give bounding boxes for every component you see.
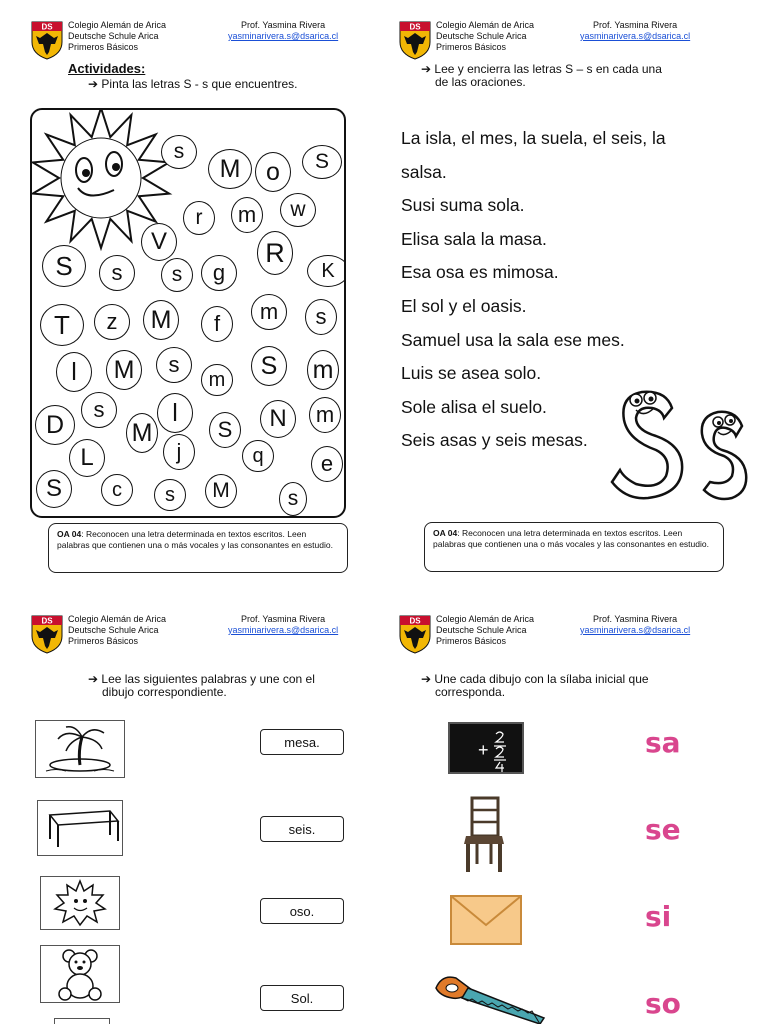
arrow-right-icon: ➔ <box>88 77 99 91</box>
school-info: Colegio Alemán de Arica Deutsche Schule Arica Primeros Básicos <box>436 614 535 646</box>
island-palm-icon <box>36 721 124 777</box>
letter-circle[interactable]: m <box>309 397 341 433</box>
letter-circle[interactable]: e <box>311 446 343 482</box>
sentence-line: Seis asas y seis mesas. <box>401 430 588 451</box>
letter-circle[interactable]: T <box>40 304 84 346</box>
letter-circle[interactable]: S <box>302 145 342 179</box>
school-logo-icon <box>30 20 64 60</box>
syllable-4[interactable]: so <box>645 987 681 1020</box>
logo-text: DS <box>41 616 53 626</box>
word-box-2[interactable]: seis. <box>260 816 344 842</box>
sentence-line: salsa. <box>401 161 447 182</box>
sentence-line: Samuel usa la sala ese mes. <box>401 329 625 350</box>
sentence-line: Esa osa es mimosa. <box>401 262 559 283</box>
letter-circle[interactable]: f <box>201 306 233 342</box>
syllable-1[interactable]: sa <box>645 726 681 759</box>
letter-circle[interactable]: V <box>141 223 177 261</box>
header-panel1 <box>30 20 350 62</box>
letter-circle[interactable]: l <box>157 393 193 433</box>
letter-circle[interactable]: s <box>81 392 117 428</box>
letter-circle[interactable]: w <box>280 193 316 227</box>
panel2-instruction: ➔ Lee y encierra las letras S – s en cada una de las oraciones. <box>421 62 662 89</box>
school-info: Colegio Alemán de Arica Deutsche Schule Arica Primeros Básicos <box>68 20 167 52</box>
letter-circle[interactable]: M <box>106 350 142 390</box>
arrow-right-icon: ➔ <box>421 62 432 76</box>
word-box-4[interactable]: Sol. <box>260 985 344 1011</box>
logo-text: DS <box>41 22 53 32</box>
school-info: Colegio Alemán de Arica Deutsche Schule Arica Primeros Básicos <box>68 614 167 646</box>
letter-s-mascot-icon <box>606 378 748 502</box>
header-panel3 <box>30 614 350 656</box>
letter-circle[interactable]: s <box>305 299 337 335</box>
email-link[interactable]: yasminarivera.s@dsarica.cl <box>580 625 691 635</box>
chair-icon[interactable] <box>462 796 506 874</box>
letter-circle[interactable]: M <box>205 474 237 508</box>
sentence-line: Elisa sala la masa. <box>401 228 547 249</box>
email-link[interactable]: yasminarivera.s@dsarica.cl <box>580 31 691 41</box>
teacher-info: Prof. Yasmina Rivera yasminarivera.s@dsarica.cl <box>228 20 339 41</box>
letter-circle[interactable]: s <box>279 482 307 516</box>
letter-circle[interactable]: s <box>99 255 135 291</box>
letter-circle[interactable]: m <box>251 294 287 330</box>
teacher-info: Prof. Yasmina Rivera yasminarivera.s@dsarica.cl <box>228 614 339 635</box>
letter-circle[interactable]: o <box>255 152 291 192</box>
letter-circle[interactable]: s <box>156 347 192 383</box>
picture-island[interactable] <box>35 720 125 778</box>
chalkboard-icon[interactable] <box>448 722 524 774</box>
letter-circle[interactable]: M <box>208 149 252 189</box>
letter-circle[interactable]: M <box>143 300 179 340</box>
sentence-line: Susi suma sola. <box>401 195 525 216</box>
letter-circle[interactable]: s <box>161 135 197 169</box>
letter-circle[interactable]: S <box>209 412 241 448</box>
syllable-2[interactable]: se <box>645 813 681 846</box>
logo-text: DS <box>409 22 421 32</box>
letter-circle[interactable]: m <box>231 197 263 233</box>
picture-partial <box>54 1018 110 1024</box>
letter-circle[interactable]: z <box>94 304 130 340</box>
oa-box-panel1: OA 04: Reconocen una letra determinada en textos escritos. Leen palabras que contienen una o más vocales y las consonantes en estudio. <box>48 523 348 573</box>
sentence-line: Sole alisa el suelo. <box>401 396 547 417</box>
svg-text:+: + <box>478 740 489 760</box>
saw-icon[interactable] <box>432 968 546 1024</box>
oa-box-panel2: OA 04: Reconocen una letra determinada en textos escritos. Leen palabras que contienen una o más vocales y las consonantes en estudio. <box>424 522 724 572</box>
sun-icon <box>41 877 119 929</box>
sentence-line: Luis se asea solo. <box>401 363 542 384</box>
teacher-info: Prof. Yasmina Rivera yasminarivera.s@dsarica.cl <box>580 614 691 635</box>
panel1-instruction: ➔ Pinta las letras S - s que encuentres. <box>88 77 298 91</box>
panel4-instruction: ➔ Une cada dibujo con la sílaba inicial que corresponda. <box>421 672 649 699</box>
letter-circle[interactable]: m <box>201 364 233 396</box>
letter-circle[interactable]: j <box>163 434 195 470</box>
word-box-1[interactable]: mesa. <box>260 729 344 755</box>
header-panel2 <box>398 20 718 62</box>
syllable-3[interactable]: si <box>645 900 672 933</box>
letter-circle[interactable]: S <box>36 470 72 508</box>
email-link[interactable]: yasminarivera.s@dsarica.cl <box>228 31 339 41</box>
letter-circle[interactable]: c <box>101 474 133 506</box>
letter-circle[interactable]: s <box>154 479 186 511</box>
panel3-instruction: ➔ Lee las siguientes palabras y une con el dibujo correspondiente. <box>88 672 315 699</box>
letter-circle[interactable]: m <box>307 350 339 390</box>
logo-text: DS <box>409 616 421 626</box>
arrow-right-icon: ➔ <box>88 672 99 686</box>
school-logo-icon <box>398 614 432 654</box>
activities-heading: Actividades: <box>68 61 146 76</box>
word-box-3[interactable]: oso. <box>260 898 344 924</box>
letter-circle[interactable]: S <box>42 245 86 287</box>
letter-circle[interactable]: q <box>242 440 274 472</box>
letter-circle[interactable]: r <box>183 201 215 235</box>
letter-circles-panel <box>30 108 346 518</box>
teddy-bear-icon <box>41 946 119 1002</box>
arrow-right-icon: ➔ <box>421 672 432 686</box>
letter-circle[interactable]: D <box>35 405 75 445</box>
email-link[interactable]: yasminarivera.s@dsarica.cl <box>228 625 339 635</box>
letter-circle[interactable]: l <box>56 352 92 392</box>
school-info: Colegio Alemán de Arica Deutsche Schule Arica Primeros Básicos <box>436 20 535 52</box>
picture-sun[interactable] <box>40 876 120 930</box>
school-logo-icon <box>398 20 432 60</box>
picture-teddy-bear[interactable] <box>40 945 120 1003</box>
letter-circle[interactable]: M <box>126 413 158 453</box>
header-panel4 <box>398 614 718 656</box>
letter-circle[interactable]: R <box>257 231 293 275</box>
letter-circle[interactable]: g <box>201 255 237 291</box>
sentence-line: La isla, el mes, la suela, el seis, la <box>401 128 666 148</box>
envelope-icon[interactable] <box>450 895 522 945</box>
picture-table[interactable] <box>37 800 123 856</box>
table-icon <box>38 801 122 855</box>
school-logo-icon <box>30 614 64 654</box>
letter-circle[interactable]: S <box>251 346 287 386</box>
letter-circle[interactable]: L <box>69 439 105 477</box>
sentence-line: El sol y el oasis. <box>401 295 527 316</box>
letter-circle[interactable]: K <box>307 255 346 287</box>
letter-circle[interactable]: N <box>260 400 296 438</box>
teacher-info: Prof. Yasmina Rivera yasminarivera.s@dsarica.cl <box>580 20 691 41</box>
letter-circle[interactable]: s <box>161 258 193 292</box>
